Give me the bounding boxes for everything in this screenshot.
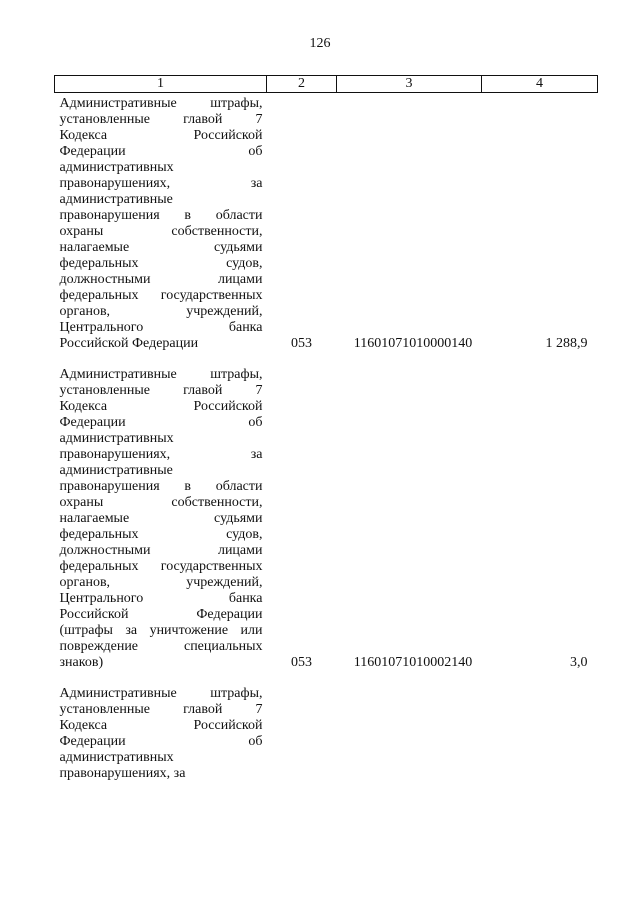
name-line: административные xyxy=(59,192,173,207)
name-line: федеральных судов, xyxy=(59,527,263,542)
name-line: правонарушениях, за xyxy=(59,176,263,191)
row-name-cell xyxy=(55,364,267,671)
name-line: Административные штрафы, xyxy=(59,686,263,701)
row-name-cell xyxy=(55,93,267,353)
name-line: повреждение специальных xyxy=(59,639,263,654)
name-line: установленные главой 7 xyxy=(59,702,263,717)
name-line: правонарушения в области xyxy=(59,208,263,223)
page-number: 126 xyxy=(309,36,331,51)
row-kbk-cell xyxy=(337,683,482,782)
name-line: Федерации об xyxy=(59,415,263,430)
row-kbk-cell: 11601071010002140 xyxy=(353,655,473,670)
name-line: охраны собственности, xyxy=(59,224,263,239)
row-gap xyxy=(55,352,598,364)
name-line: Центрального банка xyxy=(59,320,263,335)
name-line: Кодекса Российской xyxy=(59,399,263,414)
row-kbk-cell: 11601071010000140 xyxy=(353,336,473,351)
name-line: Российской Федерации xyxy=(59,607,263,622)
name-line: федеральных государственных xyxy=(59,288,263,303)
name-line: правонарушения в области xyxy=(59,479,263,494)
name-line: Центрального банка xyxy=(59,591,263,606)
name-line: Федерации об xyxy=(59,144,263,159)
name-line: налагаемые судьями xyxy=(59,240,263,255)
table-header xyxy=(55,76,598,93)
name-line: Кодекса Российской xyxy=(59,718,263,733)
name-line: органов, учреждений, xyxy=(59,304,263,319)
name-line: административных xyxy=(59,160,174,175)
name-line: административных xyxy=(59,431,174,446)
table-row xyxy=(55,93,598,353)
row-gap-cell xyxy=(55,352,598,364)
name-line: федеральных судов, xyxy=(59,256,263,271)
name-line: федеральных государственных xyxy=(59,559,263,574)
row-amount-cell: 1 288,9 xyxy=(545,336,588,351)
name-line: правонарушениях, за xyxy=(59,766,186,781)
name-line: налагаемые судьями xyxy=(59,511,263,526)
header-col-1: 1 xyxy=(55,76,267,93)
row-code-cell xyxy=(267,683,337,782)
table-row xyxy=(55,683,598,782)
name-line: органов, учреждений, xyxy=(59,575,263,590)
row-code-cell: 053 xyxy=(291,655,312,670)
header-col-3: 3 xyxy=(337,76,482,93)
table-body xyxy=(55,93,598,783)
name-line: установленные главой 7 xyxy=(59,383,263,398)
name-line: Кодекса Российской xyxy=(59,128,263,143)
name-line: установленные главой 7 xyxy=(59,112,263,127)
name-line: охраны собственности, xyxy=(59,495,263,510)
name-line: должностными лицами xyxy=(59,272,263,287)
name-line: административные xyxy=(59,463,173,478)
row-name-cell xyxy=(55,683,267,782)
budget-table xyxy=(54,75,598,782)
table-row xyxy=(55,364,598,671)
name-line: административных xyxy=(59,750,174,765)
name-line: (штрафы за уничтожение или xyxy=(59,623,263,638)
name-line: должностными лицами xyxy=(59,543,263,558)
row-gap xyxy=(55,671,598,683)
header-col-2: 2 xyxy=(267,76,337,93)
name-line: правонарушениях, за xyxy=(59,447,263,462)
name-line: Федерации об xyxy=(59,734,263,749)
row-code-cell: 053 xyxy=(291,336,312,351)
name-line: Административные штрафы, xyxy=(59,96,263,111)
row-gap-cell xyxy=(55,671,598,683)
header-row xyxy=(55,76,598,93)
header-col-4: 4 xyxy=(482,76,598,93)
name-line: Российской Федерации xyxy=(59,336,199,351)
row-amount-cell: 3,0 xyxy=(570,655,588,670)
name-line: знаков) xyxy=(59,655,104,670)
name-line: Административные штрафы, xyxy=(59,367,263,382)
row-amount-cell xyxy=(482,683,598,782)
